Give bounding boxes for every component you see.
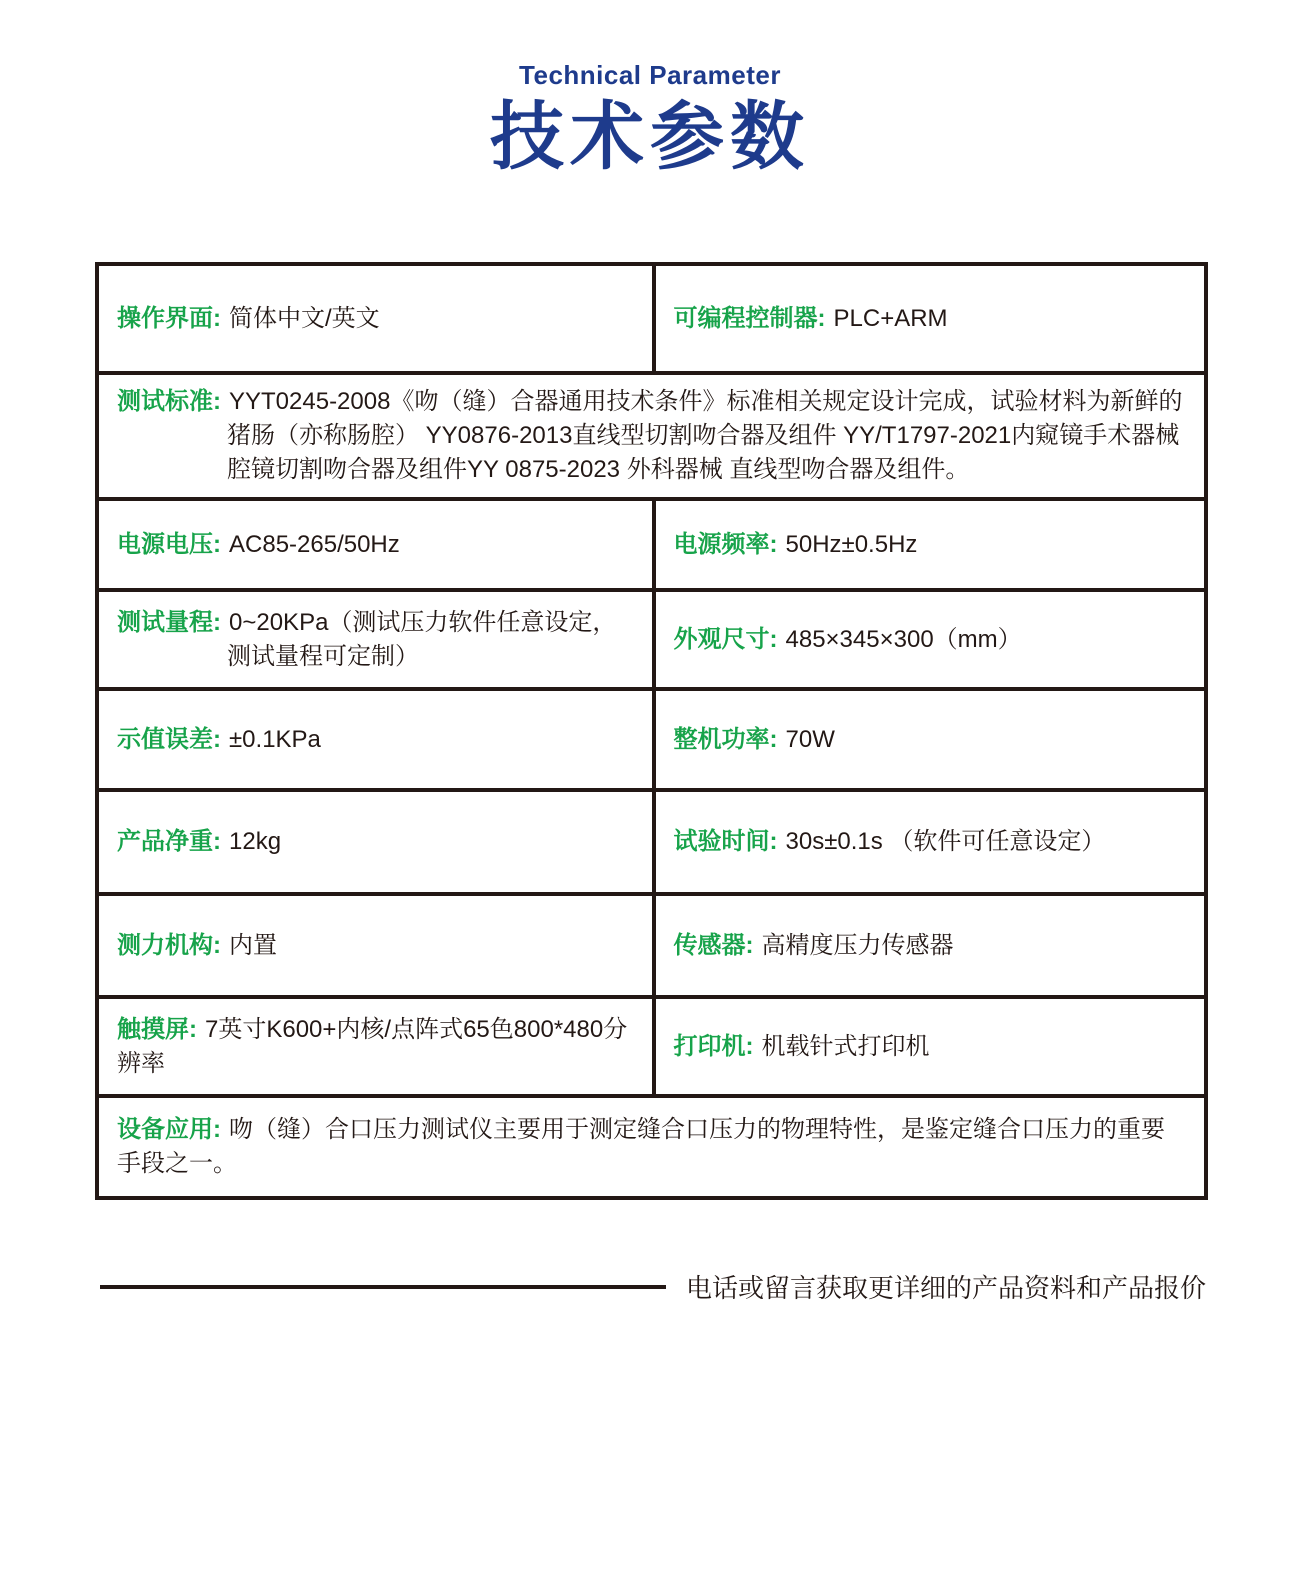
param-cell-force-mechanism [99,896,652,995]
table-row [99,592,1204,691]
param-label: 整机功率: [673,725,778,753]
param-value: 高精度压力传感器 [761,931,954,959]
param-label: 操作界面: [117,304,221,332]
spec-table [95,262,1208,1200]
param-cell-operation-interface [99,266,652,371]
param-cell-touch-screen [99,999,652,1094]
param-cell-total-power [652,691,1205,788]
param-value: 机载针式打印机 [761,1032,930,1060]
param-value: 7英寸K600+内核/点阵式65色800*480分辨率 [117,1015,628,1077]
param-label: 测力机构: [117,931,221,959]
param-cell-test-time [652,792,1205,892]
table-row [99,691,1204,792]
param-cell-sensor [652,896,1205,995]
param-cell-net-weight [99,792,652,892]
footer-divider-line [100,1285,666,1289]
param-cell-indication-error [99,691,652,788]
param-value: 30s±0.1s （软件可任意设定） [785,828,1106,855]
param-cell-device-application [99,1098,1204,1196]
footer [100,1268,1208,1305]
param-cell-test-range [99,592,652,687]
page-subtitle-en: Technical Parameter [519,60,781,90]
table-row [99,266,1204,375]
param-cell-test-standard [99,375,1204,497]
param-label: 电源电压: [117,530,221,558]
param-value: AC85-265/50Hz [229,530,400,558]
param-cell-power-frequency [652,501,1205,588]
param-value: 70W [785,725,835,753]
table-row [99,1098,1204,1196]
param-label: 产品净重: [117,828,221,855]
param-label: 试验时间: [673,828,778,855]
param-label: 电源频率: [673,530,778,558]
param-value: 简体中文/英文 [229,304,380,332]
param-label: 外观尺寸: [673,625,778,653]
param-value: 485×345×300（mm） [785,625,1022,653]
table-row [99,375,1204,501]
table-row [99,999,1204,1098]
param-value: ±0.1KPa [229,725,321,753]
param-label: 传感器: [673,931,754,959]
table-row [99,501,1204,592]
param-label: 可编程控制器: [673,304,826,332]
param-value: 吻（缝）合口压力测试仪主要用于测定缝合口压力的物理特性，是鉴定缝合口压力的重要手段之一。 [117,1116,1165,1177]
param-cell-printer [652,999,1205,1094]
param-value: 内置 [229,931,277,959]
param-label: 测试标准: [117,388,221,415]
param-label: 示值误差: [117,725,221,753]
param-cell-dimensions [652,592,1205,687]
param-value: 0~20KPa（测试压力软件任意设定，测试量程可定制） [227,608,617,670]
param-value: YYT0245-2008《吻（缝）合器通用技术条件》标准相关规定设计完成，试验材料为新鲜的猪肠（亦称肠腔） YY0876-2013直线型切割吻合器及组件 YY/T1797-2021内窥镜手术器械腔镜切割吻合器及组件YY 0875-2023 外科器械 直线型吻合器及组件。 [227,388,1183,483]
param-label: 打印机: [673,1032,754,1060]
param-label: 设备应用: [117,1116,221,1143]
param-value: PLC+ARM [833,304,948,332]
param-label: 测试量程: [117,608,221,636]
table-row [99,792,1204,896]
param-label: 触摸屏: [117,1015,197,1043]
param-value: 12kg [229,828,282,855]
param-value: 50Hz±0.5Hz [785,530,918,558]
page-title: 技术参数 [490,95,810,178]
table-row [99,896,1204,999]
param-cell-power-voltage [99,501,652,588]
footer-note: 电话或留言获取更详细的产品资料和产品报价 [686,1273,1207,1303]
param-cell-programmable-controller [652,266,1205,371]
